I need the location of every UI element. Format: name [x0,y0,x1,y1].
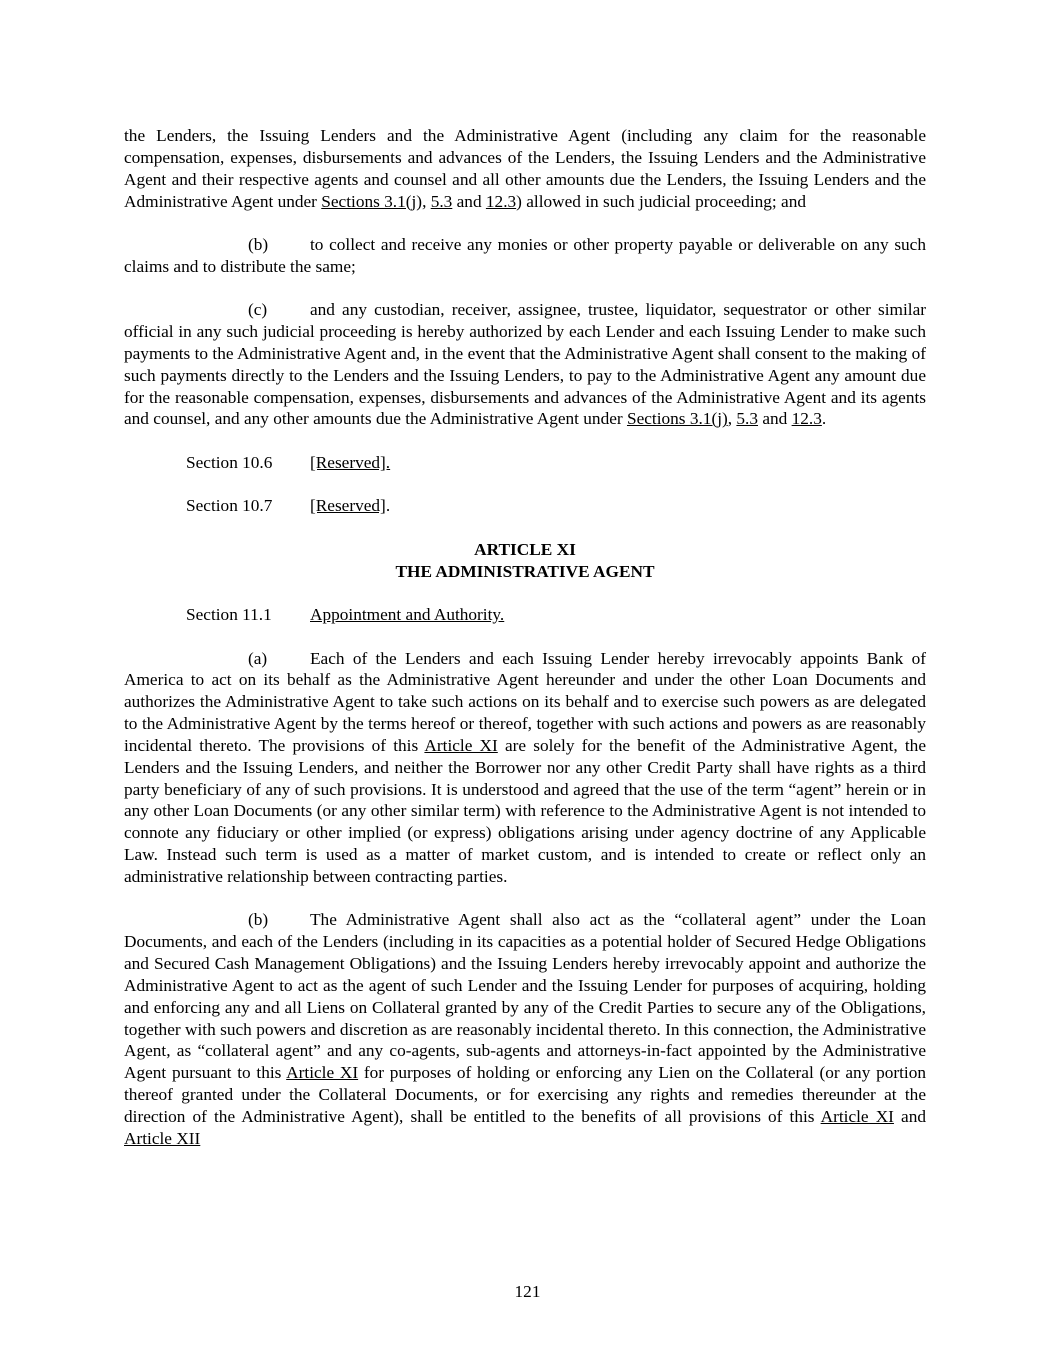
section-number: Section 10.6 [186,452,273,472]
clause-text: and any custodian, receiver, assignee, trustee, liquidator, sequestrator or other similar official in any such judicial proceeding is hereby authorized by each Lender and each Issuing Lender to make such payments to the Administrative Agent and, in the event that the Administrative Agent shall consent to the making of such payments directly to the Lenders and the Issuing Lenders, to pay to the Administrative Agent any amount due for the reasonable compensation, expenses, disbursements and advances of the Administrative Agent and its agents and counsel, and any other amounts due the Administrative Agent under [124,300,926,429]
cross-reference-article-xii: Article XII [124,1128,201,1148]
paragraph-text: the Lenders, the Issuing Lenders and the Administrative Agent (including any claim for the reasonable compensation, expenses, disbursements and advances of the Lenders, the Issuing Lenders and the Administrative Agent and their respective agents and counsel and all other amounts due the Lenders, the Issuing Lenders and the Administrative Agent under [124,126,926,211]
clause-marker: (c) [248,300,268,320]
cross-reference-5-3: 5.3 [736,409,759,429]
paragraph-text: ) allowed in such judicial proceeding; and [516,191,807,211]
clause-marker: (b) [248,910,269,930]
clause-c [124,299,926,430]
document-page [124,125,926,1150]
separator: , [422,191,431,211]
clause-b [124,234,926,278]
section-10-7 [124,495,926,517]
section-title: [Reserved]. [310,452,391,472]
section-10-6 [124,452,926,474]
separator: , [727,409,737,429]
clause-text: . [821,409,827,429]
cross-reference-sections-3-1-j: Sections 3.1(j) [626,409,728,429]
clause-text: for purposes of holding or enforcing any Lien on the Collateral (or any portion thereof granted under the Collateral Documents, or for exercising any rights and remedies thereunder at the direction of the Administrative Agent), shall be entitled to the benefits of all provisions of this [124,1063,926,1126]
cross-reference-article-xi: Article XI [424,735,498,755]
cross-reference-sections-3-1-j: Sections 3.1(j) [321,191,423,211]
section-title: Appointment and Authority. [310,605,505,625]
article-title: THE ADMINISTRATIVE AGENT [395,561,655,581]
clause-text: are solely for the benefit of the Administrative Agent, the Lenders and the Issuing Lenders, and neither the Borrower nor any other Credit Party shall have rights as a third party beneficiary of any of such provisions. It is understood and agreed that the use of the term “agent” herein or in any other Loan Documents (or any other similar term) with reference to the Administrative Agent is not intended to connote any fiduciary or other implied (or express) obligations arising under agency doctrine of any Applicable Law. Instead such term is used as a matter of market custom, and is intended to create or reflect only an administrative relationship between contracting parties. [124,735,926,886]
clause-text: and [893,1106,926,1126]
section-number: Section 11.1 [186,605,272,625]
section-11-1 [124,604,926,626]
clause-text: to collect and receive any monies or other property payable or deliverable on any such claims and to distribute the same; [124,234,926,276]
cross-reference-5-3: 5.3 [430,191,453,211]
clause-a [124,648,926,888]
cross-reference-12-3: 12.3 [485,191,517,211]
section-title-tail: . [385,496,391,516]
clause-text: The Administrative Agent shall also act as the “collateral agent” under the Loan Documents, and each of the Lenders (including in its capacities as a potential holder of Secured Hedge Obligations and Secured Cash Management Obligations) and the Issuing Lenders hereby irrevocably appoint and authorize the Administrative Agent to act as the agent of such Lender and the Issuing Lender for purposes of acquiring, holding and enforcing any and all Liens on Collateral granted by any of the Credit Parties to secure any of the Obligations, together with such powers and discretion as are reasonably incidental thereto. In this connection, the Administrative Agent, as “collateral agent” and any co-agents, sub-agents and attorneys-in-fact appointed by the Administrative Agent pursuant to this [124,910,926,1083]
cross-reference-article-xi: Article XI [820,1106,894,1126]
article-number: ARTICLE XI [474,539,576,559]
page-number: 121 [514,1282,541,1301]
article-heading [124,539,926,583]
clause-b-collateral-agent [124,909,926,1149]
paragraph-continuation [124,125,926,212]
clause-marker: (b) [248,234,269,254]
cross-reference-12-3: 12.3 [791,409,822,429]
cross-reference-article-xi: Article XI [286,1063,359,1083]
section-number: Section 10.7 [186,496,273,516]
separator: and [758,409,792,429]
clause-marker: (a) [248,648,268,668]
separator: and [452,191,486,211]
clause-text: Each of the Lenders and each Issuing Lender hereby irrevocably appoints Bank of America to act on its behalf as the Administrative Agent hereunder and under the other Loan Documents and authorizes the Administrative Agent to take such actions on its behalf and to exercise such powers as are delegated to the Administrative Agent by the terms hereof or thereof, together with such actions and powers as are reasonably incidental thereto. The provisions of this [124,648,926,755]
section-title: [Reserved] [310,496,386,516]
